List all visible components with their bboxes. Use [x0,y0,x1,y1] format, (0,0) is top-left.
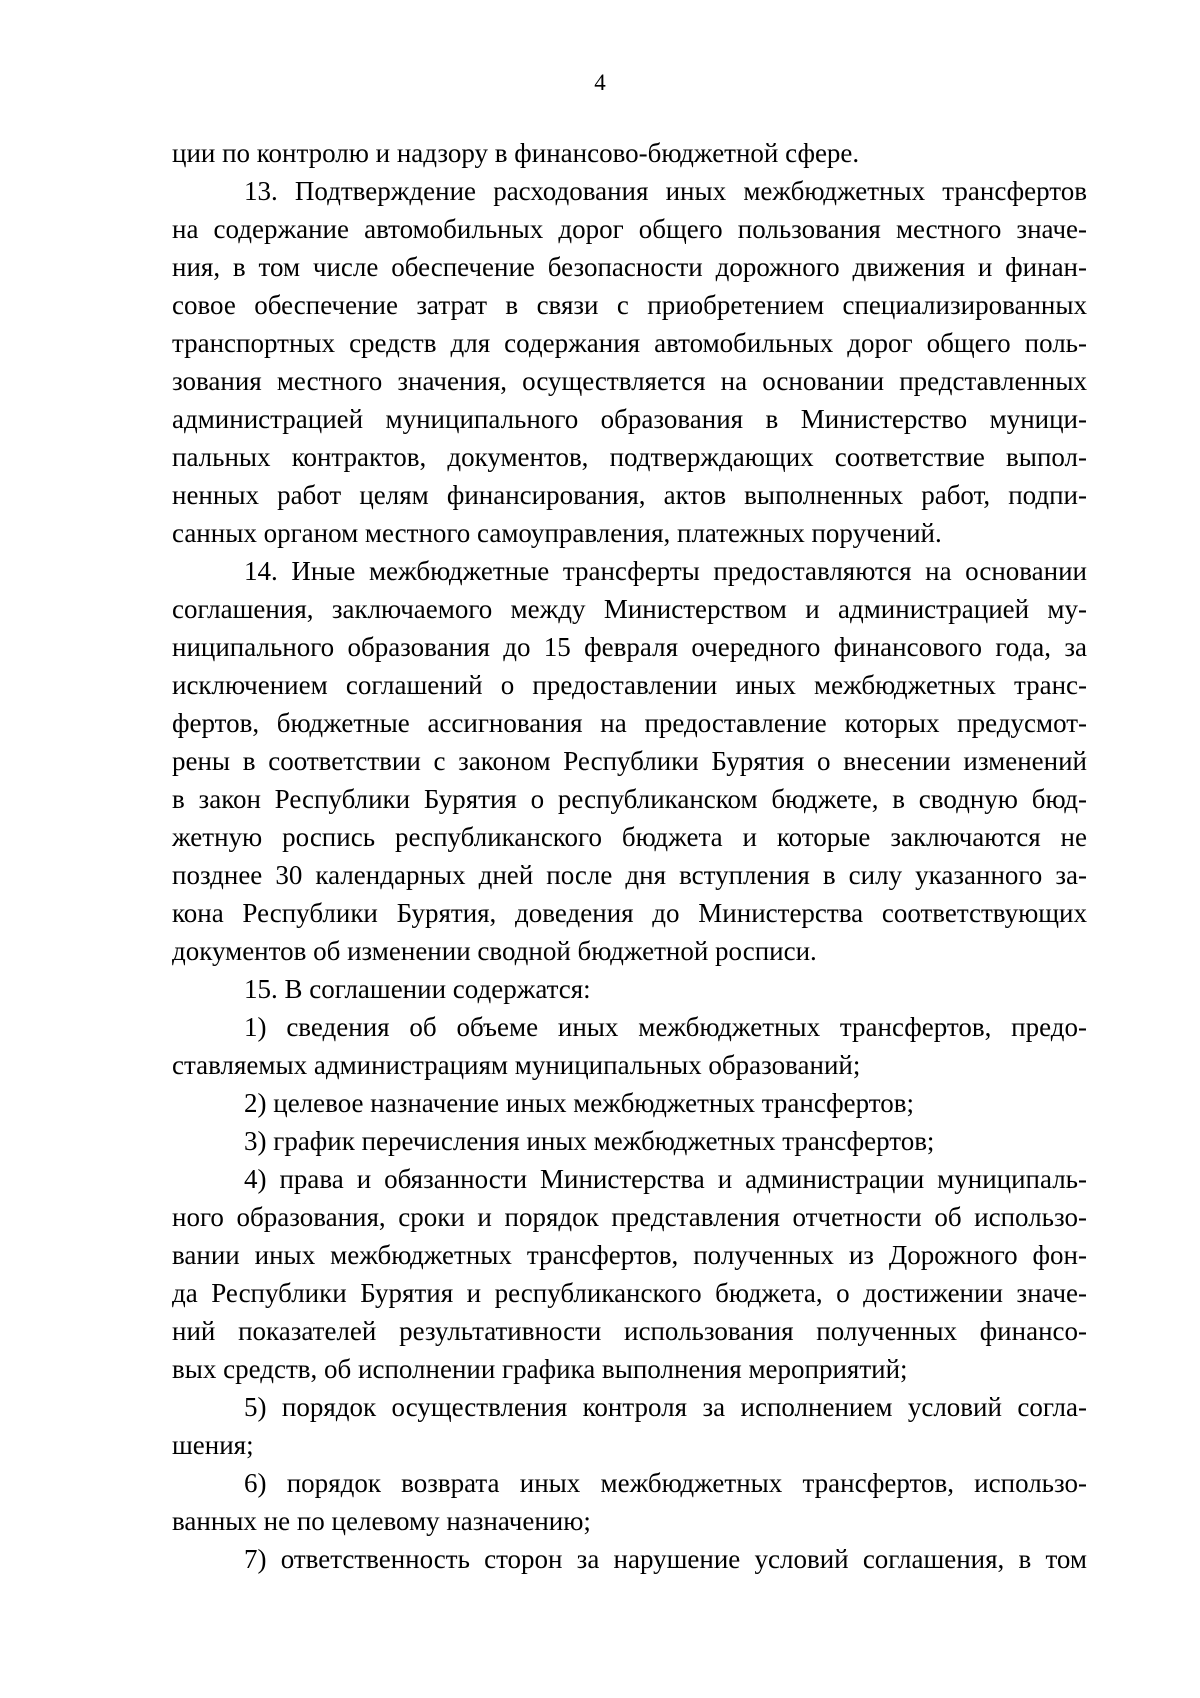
text-line: 2) целевое назначение иных межбюджетных трансфертов; [244,1088,914,1118]
text-line: да Республики Бурятия и республиканского бюджета, о достижении значе- [172,1278,1087,1308]
text-line: ниципального образования до 15 февраля очередного финансового года, за [172,632,1087,662]
text-line: ставляемых администрациям муниципальных образований; [172,1050,861,1080]
text-line: документов об изменении сводной бюджетной росписи. [172,936,817,966]
text-line: жетную роспись республиканского бюджета и которые заключаются не [172,822,1087,852]
text-line: ненных работ целям финансирования, актов выполненных работ, подпи- [172,480,1087,510]
text-line: 6) порядок возврата иных межбюджетных трансфертов, использо- [244,1468,1087,1498]
text-line: рены в соответствии с законом Республики Бурятия о внесении изменений [172,746,1087,776]
text-line: пальных контрактов, документов, подтверждающих соответствие выпол- [172,442,1087,472]
text-line: ции по контролю и надзору в финансово-бюджетной сфере. [172,138,860,168]
text-line: 5) порядок осуществления контроля за исполнением условий согла- [244,1392,1087,1422]
text-line: исключением соглашений о предоставлении иных межбюджетных транс- [172,670,1087,700]
text-line: кона Республики Бурятия, доведения до Министерства соответствующих [172,898,1087,928]
text-line: в закон Республики Бурятия о республиканском бюджете, в сводную бюд- [172,784,1087,814]
text-line: 15. В соглашении содержатся: [244,974,591,1004]
text-line: 1) сведения об объеме иных межбюджетных трансфертов, предо- [244,1012,1087,1042]
text-line: ного образования, сроки и порядок представления отчетности об использо- [172,1202,1087,1232]
text-line: 14. Иные межбюджетные трансферты предоставляются на основании [244,556,1087,586]
text-line: шения; [172,1430,254,1460]
page-number: 4 [594,70,606,95]
text-line: вании иных межбюджетных трансфертов, полученных из Дорожного фон- [172,1240,1087,1270]
text-line: санных органом местного самоуправления, платежных поручений. [172,518,942,548]
text-line: 7) ответственность сторон за нарушение условий соглашения, в том [244,1544,1087,1574]
text-line: соглашения, заключаемого между Министерством и администрацией му- [172,594,1087,624]
text-line: совое обеспечение затрат в связи с приобретением специализированных [172,290,1087,320]
text-line: на содержание автомобильных дорог общего пользования местного значе- [172,214,1087,244]
text-line: 4) права и обязанности Министерства и администрации муниципаль- [244,1164,1087,1194]
text-line: ванных не по целевому назначению; [172,1506,591,1536]
text-line: ния, в том числе обеспечение безопасности дорожного движения и финан- [172,252,1087,282]
text-line: фертов, бюджетные ассигнования на предоставление которых предусмот- [172,708,1087,738]
text-line: администрацией муниципального образования в Министерство муници- [172,404,1087,434]
document-body [172,134,1087,1578]
text-line: транспортных средств для содержания автомобильных дорог общего поль- [172,328,1087,358]
text-line: вых средств, об исполнении графика выполнения мероприятий; [172,1354,908,1384]
text-line: 3) график перечисления иных межбюджетных трансфертов; [244,1126,935,1156]
text-line: позднее 30 календарных дней после дня вступления в силу указанного за- [172,860,1087,890]
text-line: ний показателей результативности использования полученных финансо- [172,1316,1087,1346]
text-line: 13. Подтверждение расходования иных межбюджетных трансфертов [244,176,1087,206]
text-line: зования местного значения, осуществляется на основании представленных [172,366,1087,396]
